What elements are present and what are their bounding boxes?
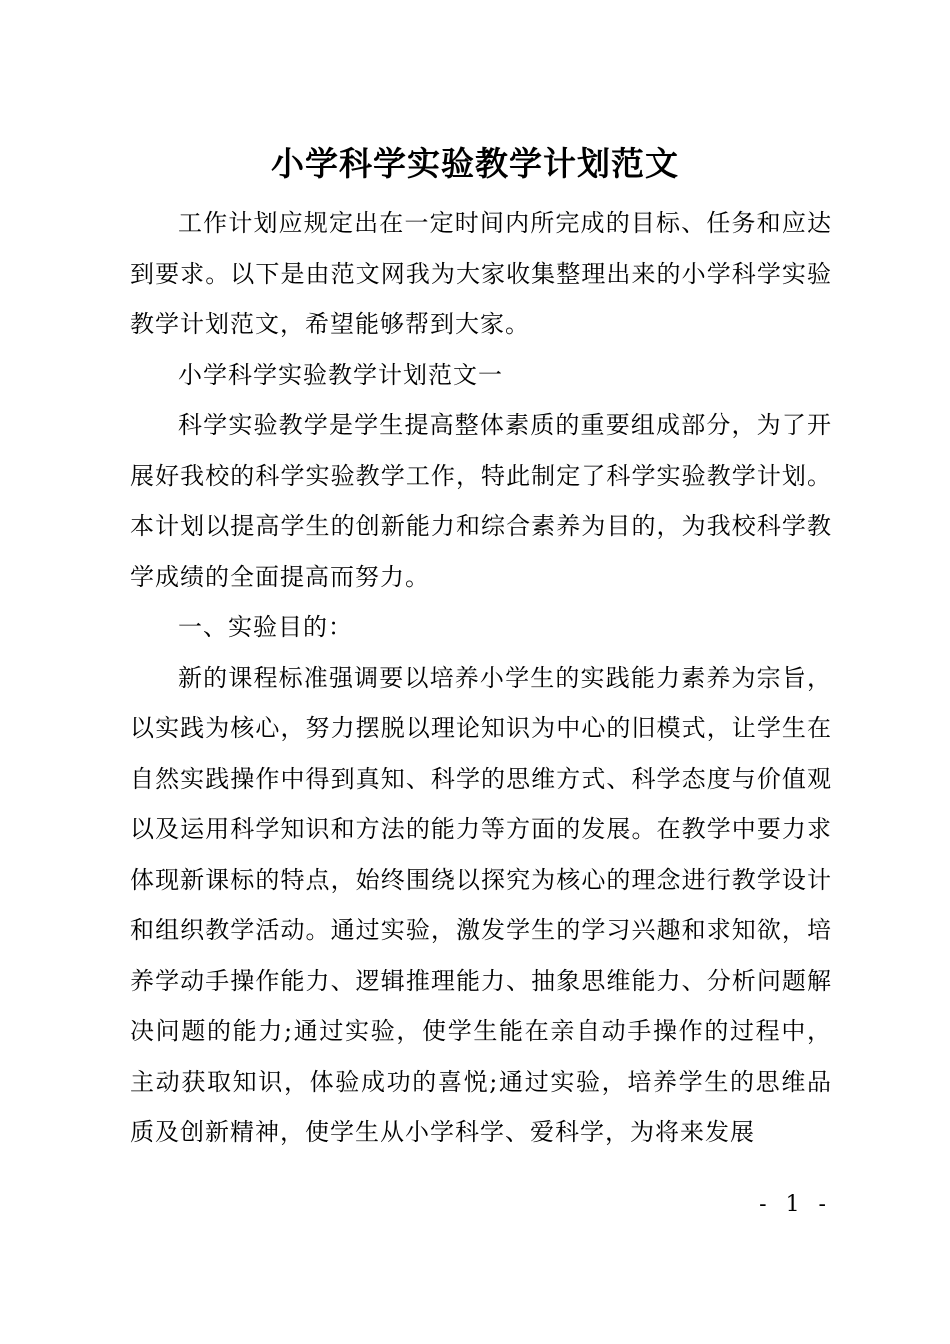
page-number: - 1 - <box>759 1192 832 1217</box>
document-title: 小学科学实验教学计划范文 <box>271 144 679 183</box>
intro-paragraph: 工作计划应规定出在一定时间内所完成的目标、任务和应达到要求。以下是由范文网我为大家收集整理出来的小学科学实验教学计划范文，希望能够帮到大家。 <box>130 209 832 338</box>
body-paragraph: 新的课程标准强调要以培养小学生的实践能力素养为宗旨，以实践为核心，努力摆脱以理论知识为中心的旧模式，让学生在自然实践操作中得到真知、科学的思维方式、科学态度与价值观以及运用科学知识和方法的能力等方面的发展。在教学中要力求体现新课标的特点，始终围绕以探究为核心的理念进行教学设计和组织教学活动。通过实验，激发学生的学习兴趣和求知欲，培养学动手操作能力、逻辑推理能力、抽象思维能力、分析问题解决问题的能力;通过实验，使学生能在亲自动手操作的过程中，主动获取知识，体验成功的喜悦;通过实验，培养学生的思维品质及创新精神，使学生从小学科学、爱科学，为将来发展 <box>130 663 832 1146</box>
section-heading-experiment-purpose: 一、实验目的： <box>178 613 353 641</box>
body-paragraph: 科学实验教学是学生提高整体素质的重要组成部分，为了开展好我校的科学实验教学工作，特此制定了科学实验教学计划。本计划以提高学生的创新能力和综合素养为目的，为我校科学教学成绩的全面提高而努力。 <box>130 411 832 591</box>
section-heading-sample-one: 小学科学实验教学计划范文一 <box>178 360 503 389</box>
document-body <box>130 198 832 1158</box>
